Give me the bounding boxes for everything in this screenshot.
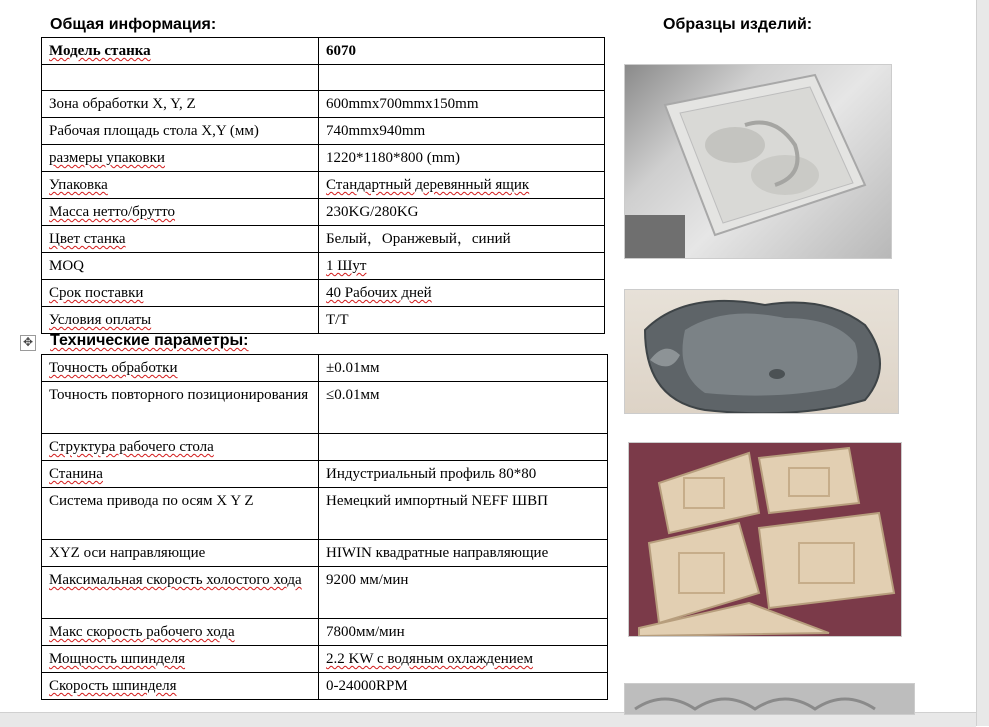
moq-value: 1 Шут [326, 258, 367, 274]
sample-image-carved-relief [624, 683, 915, 715]
sample-image-carved-fish-panel [624, 64, 892, 259]
table-cell[interactable] [42, 253, 319, 280]
table-cell[interactable] [319, 91, 605, 118]
table-row [42, 280, 605, 307]
table-cell[interactable] [42, 355, 319, 382]
table-row [42, 91, 605, 118]
idle-speed-value: 9200 мм/мин [326, 572, 409, 588]
package-size-value: 1220*1180*800 (mm) [326, 150, 461, 166]
weight-label: Масса нетто/брутто [49, 204, 176, 220]
table-cell[interactable] [319, 199, 605, 226]
technical-params-heading [50, 332, 248, 350]
table-cell[interactable] [319, 65, 605, 91]
model-value: 6070 [326, 43, 356, 59]
delivery-value: 40 Рабочих дней [326, 285, 432, 301]
table-cell[interactable] [319, 461, 608, 488]
idle-speed-label: Максимальная скорость холостого хода [49, 572, 302, 588]
table-cell[interactable] [319, 307, 605, 334]
table-row [42, 488, 608, 540]
frame-label: Станина [49, 466, 103, 482]
table-row [42, 355, 608, 382]
table-cell[interactable] [42, 91, 319, 118]
table-cell[interactable] [319, 567, 608, 619]
work-zone-label: Зона обработки X, Y, Z [49, 96, 196, 112]
table-row [42, 540, 608, 567]
general-info-table [41, 37, 605, 334]
table-cell[interactable] [319, 646, 608, 673]
accuracy-label: Точность обработки [49, 360, 178, 376]
table-row [42, 382, 608, 434]
table-row [42, 226, 605, 253]
table-structure-label: Структура рабочего стола [49, 439, 214, 455]
model-label: Модель станка [49, 43, 151, 59]
carved-panel-graphic [625, 65, 891, 258]
table-cell[interactable] [42, 145, 319, 172]
stone-tray-graphic [625, 290, 898, 413]
samples-heading: Образцы изделий: [663, 16, 813, 33]
page-right-margin [976, 0, 989, 726]
table-cell[interactable] [42, 307, 319, 334]
table-cell[interactable] [42, 434, 319, 461]
repeat-accuracy-value: ≤0.01мм [326, 387, 380, 403]
table-row [42, 567, 608, 619]
sample-image-stone-tray [624, 289, 899, 414]
table-cell[interactable] [42, 382, 319, 434]
table-cell[interactable] [42, 38, 319, 65]
work-speed-value: 7800мм/мин [326, 624, 405, 640]
table-area-value: 740mmx940mm [326, 123, 426, 139]
table-row [42, 307, 605, 334]
payment-label: Условия оплаты [49, 312, 152, 328]
table-row [42, 434, 608, 461]
table-row [42, 65, 605, 91]
table-row [42, 172, 605, 199]
packaging-value: Стандартный деревянный ящик [326, 177, 530, 193]
technical-params-table [41, 354, 608, 700]
table-row [42, 253, 605, 280]
table-row [42, 145, 605, 172]
accuracy-value: ±0.01мм [326, 360, 380, 376]
table-row [42, 199, 605, 226]
general-info-heading: Общая информация: [50, 16, 217, 33]
table-cell[interactable] [319, 382, 608, 434]
work-speed-label: Макс скорость рабочего хода [49, 624, 235, 640]
table-row [42, 38, 605, 65]
table-row [42, 673, 608, 700]
move-icon[interactable]: ✥ [20, 335, 36, 351]
moq-label: MOQ [49, 258, 85, 274]
carved-relief-graphic [625, 684, 914, 714]
color-value: Белый，Оранжевый，синий [326, 231, 511, 247]
table-cell[interactable] [319, 434, 608, 461]
spindle-speed-label: Скорость шпинделя [49, 678, 177, 694]
delivery-label: Срок поставки [49, 285, 144, 301]
weight-value: 230KG/280KG [326, 204, 419, 220]
frame-value: Индустриальный профиль 80*80 [326, 466, 537, 482]
spindle-speed-value: 0-24000RPM [326, 678, 408, 694]
packaging-label: Упаковка [49, 177, 108, 193]
technical-heading-text: Технические параметры: [50, 332, 249, 349]
table-cell[interactable] [319, 540, 608, 567]
table-cell[interactable] [319, 488, 608, 540]
table-cell[interactable] [319, 118, 605, 145]
table-cell[interactable] [319, 172, 605, 199]
table-cell[interactable] [42, 199, 319, 226]
table-cell[interactable] [42, 646, 319, 673]
repeat-accuracy-label: Точность повторного позиционирования [49, 387, 309, 403]
table-cell[interactable] [42, 619, 319, 646]
table-cell[interactable] [319, 619, 608, 646]
table-row [42, 619, 608, 646]
table-cell[interactable] [42, 673, 319, 700]
table-cell[interactable] [319, 145, 605, 172]
table-row [42, 118, 605, 145]
table-cell[interactable] [42, 567, 319, 619]
table-cell[interactable] [319, 38, 605, 65]
table-cell[interactable] [42, 540, 319, 567]
drive-system-value: Немецкий импортный NEFF ШВП [326, 493, 548, 509]
table-cell[interactable] [319, 673, 608, 700]
table-row [42, 461, 608, 488]
spindle-power-label: Мощность шпинделя [49, 651, 186, 667]
drive-system-label: Система привода по осям X Y Z [49, 493, 254, 509]
table-cell[interactable] [42, 65, 319, 91]
table-cell[interactable] [42, 226, 319, 253]
work-zone-value: 600mmx700mmx150mm [326, 96, 479, 112]
table-cell[interactable] [42, 280, 319, 307]
table-cell[interactable] [42, 461, 319, 488]
table-cell[interactable] [319, 355, 608, 382]
guides-label: XYZ оси направляющие [49, 545, 206, 561]
guides-value: HIWIN квадратные направляющие [326, 545, 549, 561]
package-size-label: размеры упаковки [49, 150, 165, 166]
table-row [42, 646, 608, 673]
sample-image-carved-tiles [628, 442, 902, 637]
table-cell[interactable] [319, 226, 605, 253]
table-cell[interactable] [319, 253, 605, 280]
table-cell[interactable] [42, 118, 319, 145]
carved-tiles-graphic [629, 443, 901, 636]
payment-value: T/T [326, 312, 349, 328]
spindle-power-value: 2.2 KW с водяным охлаждением [326, 651, 533, 667]
color-label: Цвет станка [49, 231, 126, 247]
table-cell[interactable] [319, 280, 605, 307]
table-area-label: Рабочая площадь стола X,Y (мм) [49, 123, 259, 139]
table-cell[interactable] [42, 488, 319, 540]
table-cell[interactable] [42, 172, 319, 199]
